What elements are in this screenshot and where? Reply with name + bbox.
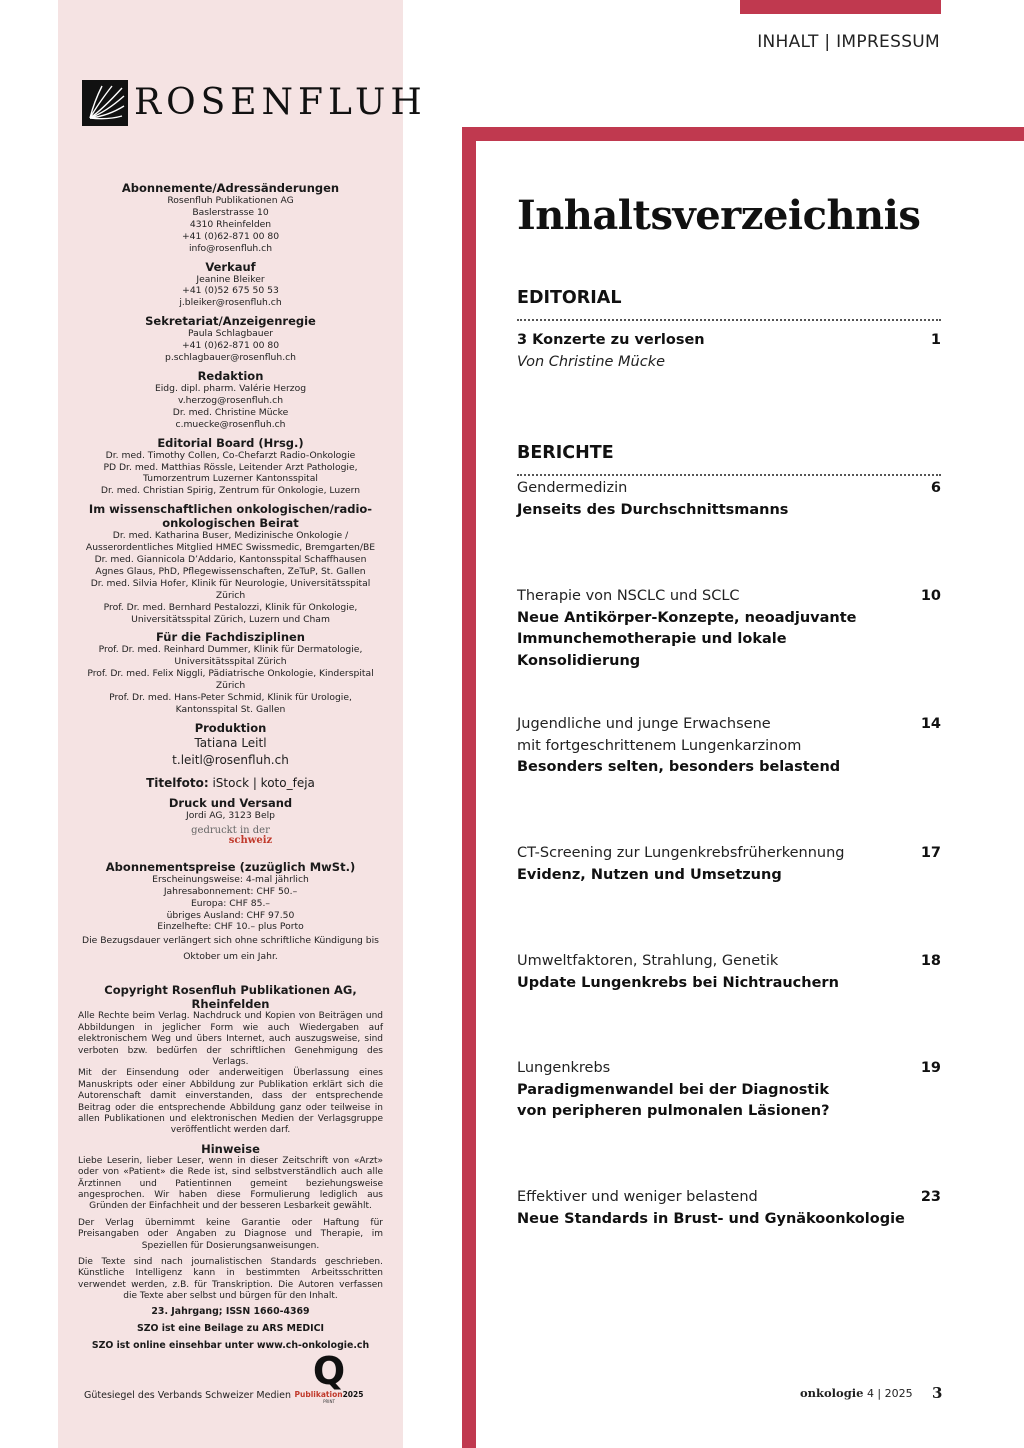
titelfoto-label: Titelfoto: — [146, 775, 209, 790]
toc-page-number: 19 — [920, 1060, 941, 1076]
imprint-line: c.muecke@rosenfluh.ch — [175, 418, 286, 430]
imprint-line: Kantonsspital St. Gallen — [175, 704, 286, 715]
toc-headline: Neue Standards in Brust- und Gynäkoonkologie — [517, 1210, 905, 1227]
imprint-line: Prof. Dr. med. Hans-Peter Schmid, Klinik für Urologie, — [109, 692, 352, 704]
toc-page-number: 10 — [920, 588, 941, 604]
toc-entry — [517, 843, 941, 886]
board-heading: Editorial Board (Hrsg.) — [157, 435, 304, 450]
toc-kicker: mit fortgeschrittenem Lungenkarzinom — [517, 737, 802, 754]
toc-author: Von Christine Mücke — [517, 353, 666, 370]
page-title: Inhaltsverzeichnis — [517, 192, 921, 239]
brand-name: ROSENFLUH — [134, 82, 427, 123]
quality-badge — [294, 1349, 364, 1404]
abo-heading: Abonnemente/Adressänderungen — [121, 181, 340, 195]
toc-headline: Besonders selten, besonders belastend — [517, 759, 841, 775]
imprint-line: Paula Schlagbauer — [187, 328, 274, 340]
imprint-line: Agnes Glaus, PhD, Pflegewissenschaften, ZeTuP, St. Gallen — [95, 565, 366, 577]
toc-headline: Neue Antikörper-Konzepte, neoadjuvante — [517, 609, 857, 626]
fach-heading: Für die Fachdisziplinen — [155, 630, 305, 645]
toc-headline: von peripheren pulmonalen Läsionen? — [517, 1103, 830, 1119]
toc-frame — [462, 127, 1024, 1448]
badge-year: 2025 — [342, 1390, 364, 1399]
produktion-heading: Produktion — [194, 720, 267, 735]
toc-entry — [517, 478, 941, 521]
toc-page-number: 14 — [920, 716, 941, 732]
imprint-line: übriges Ausland: CHF 97.50 — [166, 909, 295, 921]
hinweise-heading: Hinweise — [201, 1141, 260, 1156]
badge-pub: Publikation — [294, 1390, 343, 1399]
hinweise-text: Die Texte sind nach journalistischen Standards geschrieben. Künstliche Intelligenz kann in bestimmten Arbeitsschritten verwendet werden, z.B. für Transkription. Die Autoren verfassen die Texte aber selbst und bürgen für den Inhalt. — [78, 1257, 383, 1302]
toc-page-number: 17 — [920, 845, 941, 861]
toc-kicker: Jugendliche und junge Erwachsene — [517, 716, 771, 732]
imprint-line: Dr. med. Silvia Hofer, Klinik für Neurologie, Universitätsspital Zürich — [90, 577, 371, 601]
toc-entry — [517, 714, 941, 779]
magazine-footer — [800, 1386, 913, 1400]
imprint-line: info@rosenfluh.ch — [188, 242, 273, 254]
imprint-line: Tumorzentrum Luzerner Kantonsspital — [143, 473, 318, 485]
titelfoto-value: iStock | koto_feja — [212, 775, 315, 790]
imprint-line: v.herzog@rosenfluh.ch — [177, 394, 284, 406]
hinweise-text: Liebe Leserin, lieber Leser, wenn in dieser Zeitschrift von «Arzt» oder von «Patient» die Rede ist, sind selbstverständlich auch alle Ärztinnen und Patientinnen gemeint beziehungsweise angesprochen. Wir haben diese Formulierung lediglich aus Gründen der Einfachheit und der besseren Lesbarkeit gewählt. — [78, 1155, 383, 1212]
imprint-line: +41 (0)62-871 00 80 — [181, 340, 280, 352]
druck-heading: Druck und Versand — [168, 795, 293, 810]
sekretariat-heading: Sekretariat/Anzeigenregie — [145, 314, 316, 329]
rose-logo-icon — [82, 80, 128, 126]
beirat-heading: Im wissenschaftlichen onkologischen/radio-onkologischen Beirat — [88, 502, 373, 531]
copyright-text: Alle Rechte beim Verlag. Nachdruck und Kopien von Beiträgen und Abbildungen in jeglicher Form wie auch Wiedergaben auf elektronischem Weg und übers Internet, auch auszugsweise, sind verboten bzw. bedürfen der schriftlichen Genehmigung des Verlags. — [78, 1011, 383, 1067]
redaktion-heading: Redaktion — [197, 368, 264, 383]
preise-heading: Abonnementspreise (zuzüglich MwSt.) — [105, 859, 356, 874]
magazine-name: onkologie — [800, 1386, 864, 1400]
imprint-line: Universitätsspital Zürich, Luzern und Cham — [131, 613, 330, 625]
imprint-line: Universitätsspital Zürich — [174, 656, 287, 668]
imprint-line: Baslerstrasse 10 — [192, 206, 269, 218]
toc-page-number: 18 — [920, 953, 941, 969]
imprint-line: Europa: CHF 85.– — [190, 897, 271, 909]
section-label: INHALT | IMPRESSUM — [757, 32, 940, 52]
imprint-line: 4310 Rheinfelden — [189, 218, 272, 230]
hinweise-text: Der Verlag übernimmt keine Garantie oder Haftung für Preisangaben oder Angaben zu Diagnose und Therapie, im Speziellen für Dosierungsanweisungen. — [78, 1217, 383, 1251]
toc-kicker: Therapie von NSCLC und SCLC — [517, 588, 740, 604]
toc-headline: Paradigmenwandel bei der Diagnostik — [517, 1081, 829, 1098]
imprint-line: PD Dr. med. Matthias Rössle, Leitender Arzt Pathologie, — [103, 461, 358, 473]
imprint-line: Prof. Dr. med. Felix Niggli, Pädiatrische Onkologie, Kinderspital Zürich — [87, 668, 374, 692]
imprint-line: p.schlagbauer@rosenfluh.ch — [164, 352, 297, 364]
toc-headline: Update Lungenkrebs bei Nichtrauchern — [517, 974, 839, 991]
imprint-line: Ausserordentliches Mitglied HMEC Swissmedic, Bremgarten/BE — [85, 542, 376, 554]
toc-entry — [517, 1187, 941, 1230]
beilage-note: SZO ist eine Beilage zu ARS MEDICI — [136, 1322, 325, 1334]
copyright-heading: Copyright Rosenfluh Publikationen AG, Rheinfelden — [104, 983, 357, 1012]
imprint-line: Jahresabonnement: CHF 50.– — [163, 885, 298, 897]
swiss-print-line2: schweiz — [228, 834, 273, 846]
imprint-line: Dr. med. Christine Mücke — [172, 406, 289, 418]
toc-kicker: Lungenkrebs — [517, 1060, 611, 1076]
imprint-line: Jordi AG, 3123 Belp — [186, 809, 275, 821]
issue-info: 4 | 2025 — [866, 1387, 913, 1400]
toc-page-number: 1 — [930, 332, 941, 348]
toc-kicker: Umweltfaktoren, Strahlung, Genetik — [517, 953, 779, 969]
online-note: SZO ist online einsehbar unter www.ch-onkologie.ch — [91, 1339, 370, 1351]
copyright-text: Mit der Einsendung oder anderweitigen Überlassung eines Manuskripts oder einer Abbildung zur Publikation erklärt sich die Autorenschaft damit einverstanden, dass der entsprechende Beitrag oder die entsprechende Abbildung ganz oder teilweise in allen Publikationen und elektronischen Medien der Verlagsgruppe veröffentlicht werden darf. — [78, 1068, 383, 1136]
toc-kicker: Effektiver und weniger belastend — [517, 1189, 758, 1205]
toc-headline: Evidenz, Nutzen und Umsetzung — [517, 866, 782, 883]
toc-section-heading: EDITORIAL — [517, 288, 622, 308]
publisher-logo — [82, 80, 427, 126]
imprint-line: Eidg. dipl. pharm. Valérie Herzog — [154, 382, 307, 394]
toc-headline: Immunchemotherapie und lokale Konsolidierung — [517, 631, 787, 669]
issn: 23. Jahrgang; ISSN 1660-4369 — [151, 1305, 310, 1317]
imprint-block — [78, 176, 383, 1354]
imprint-line: Tatiana Leitl — [194, 735, 267, 750]
dotted-divider — [517, 474, 941, 476]
swiss-print-logo — [186, 826, 276, 846]
imprint-line: +41 (0)62-871 00 80 — [181, 230, 280, 242]
imprint-line: Dr. med. Katharina Buser, Medizinische Onkologie / — [112, 530, 349, 542]
toc-headline: Jenseits des Durchschnittsmanns — [517, 501, 789, 518]
imprint-line: Jeanine Bleiker — [196, 273, 265, 285]
toc-page-number: 6 — [930, 480, 941, 496]
badge-text — [294, 1390, 364, 1399]
imprint-line: Prof. Dr. med. Bernhard Pestalozzi, Klinik für Onkologie, — [103, 601, 358, 613]
toc-entry — [517, 330, 941, 373]
toc-section-heading: BERICHTE — [517, 443, 614, 463]
imprint-line: Die Bezugsdauer verlängert sich ohne schriftliche Kündigung bis — [82, 935, 379, 947]
imprint-line: t.leitl@rosenfluh.ch — [172, 752, 289, 767]
imprint-line: Rosenfluh Publikationen AG — [167, 195, 294, 206]
imprint-column — [58, 0, 427, 1448]
titelfoto-credit — [78, 775, 383, 791]
seal-text: Gütesiegel des Verbands Schweizer Medien — [84, 1390, 292, 1401]
page-number: 3 — [932, 1384, 943, 1402]
toc-kicker: Gendermedizin — [517, 480, 628, 496]
badge-letter: Q — [312, 1349, 346, 1393]
dotted-divider — [517, 319, 941, 321]
toc-entry — [517, 1058, 941, 1123]
imprint-line: Einzelhefte: CHF 10.– plus Porto — [157, 921, 304, 933]
swiss-print-line1: gedruckt in der — [191, 824, 270, 836]
toc-headline: 3 Konzerte zu verlosen — [517, 332, 705, 348]
badge-print: PRINT — [323, 1399, 335, 1404]
toc-kicker: CT-Screening zur Lungenkrebsfrüherkennung — [517, 845, 845, 861]
imprint-line: Oktober um ein Jahr. — [183, 951, 278, 963]
imprint-line: Dr. med. Timothy Collen, Co-Chefarzt Radio-Onkologie — [105, 449, 356, 461]
imprint-line: j.bleiker@rosenfluh.ch — [179, 297, 282, 309]
imprint-line: Erscheinungsweise: 4-mal jährlich — [152, 873, 309, 885]
top-accent-bar — [740, 0, 941, 14]
toc-page-number: 23 — [920, 1189, 941, 1205]
imprint-line: Dr. med. Christian Spirig, Zentrum für Onkologie, Luzern — [100, 485, 361, 497]
verkauf-heading: Verkauf — [205, 259, 256, 274]
imprint-line: +41 (0)52 675 50 53 — [182, 285, 279, 297]
imprint-line: Prof. Dr. med. Reinhard Dummer, Klinik für Dermatologie, — [98, 644, 363, 656]
imprint-line: Dr. med. Giannicola D’Addario, Kantonsspital Schaffhausen — [94, 554, 367, 566]
toc-entry — [517, 586, 941, 672]
toc-entry — [517, 951, 941, 994]
